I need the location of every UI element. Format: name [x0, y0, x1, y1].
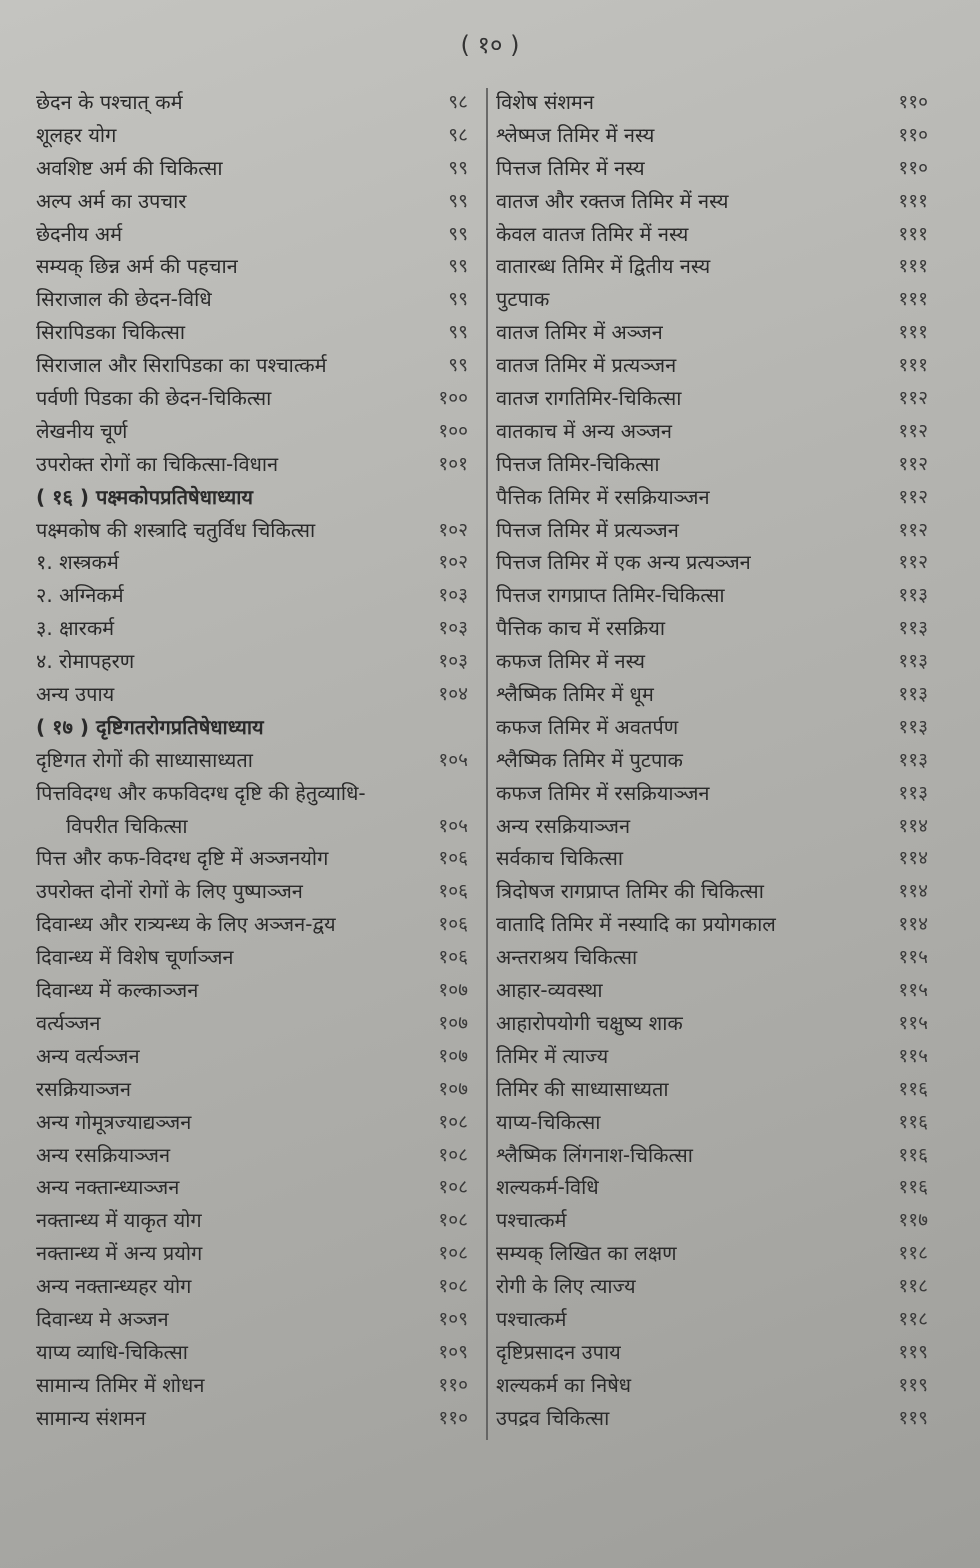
entry-page-number: १०८ — [438, 1176, 468, 1199]
entry-title: कफज तिमिर में अवतर्पण — [496, 714, 679, 739]
index-entry — [496, 316, 928, 349]
entry-page-number: ११९ — [898, 1373, 928, 1396]
chapter-title: ( १६ ) पक्ष्मकोपप्रतिषेधाध्याय — [36, 484, 253, 509]
entry-page-number: ११६ — [898, 1110, 928, 1133]
index-entry — [36, 349, 468, 382]
entry-page-number: ११३ — [898, 683, 928, 706]
entry-page-number: ११४ — [898, 814, 928, 837]
entry-title: त्रिदोषज रागप्राप्त तिमिर की चिकित्सा — [496, 879, 764, 904]
entry-title: वातारब्ध तिमिर में द्वितीय नस्य — [496, 254, 711, 279]
index-entry — [496, 908, 928, 941]
entry-title: विशेष संशमन — [496, 90, 594, 114]
entry-title: वातज रागतिमिर-चिकित्सा — [496, 386, 682, 411]
entry-page-number: ९९ — [448, 321, 468, 344]
entry-page-number: १०८ — [438, 1143, 468, 1166]
entry-title: वातज तिमिर में अञ्जन — [496, 320, 663, 345]
entry-title: सम्यक् छिन्न अर्म की पहचान — [36, 254, 238, 279]
index-entry — [36, 152, 468, 185]
index-entry — [496, 842, 928, 875]
entry-title: दृष्टिप्रसादन उपाय — [496, 1339, 621, 1364]
entry-title: सिराजाल की छेदन-विधि — [36, 287, 212, 312]
entry-title: अन्य वर्त्यञ्जन — [36, 1043, 140, 1068]
entry-title: पित्तज तिमिर में एक अन्य प्रत्यञ्जन — [496, 550, 751, 575]
index-entry — [496, 645, 928, 678]
index-entry — [36, 1106, 468, 1139]
entry-title: शल्यकर्म का निषेध — [496, 1372, 632, 1397]
entry-title: सर्वकाच चिकित्सा — [496, 846, 624, 871]
entry-page-number: १०३ — [438, 650, 468, 673]
entry-title: दिवान्ध्य मे अञ्जन — [36, 1306, 169, 1331]
index-entry — [496, 382, 928, 415]
entry-title: पुटपाक — [496, 287, 550, 312]
entry-page-number: ९९ — [448, 222, 468, 245]
entry-page-number: १११ — [898, 189, 928, 212]
index-entry — [496, 415, 928, 448]
index-entry — [36, 875, 468, 908]
entry-page-number: १०२ — [438, 518, 468, 541]
entry-page-number: ११५ — [898, 979, 928, 1002]
entry-page-number: ११६ — [898, 1143, 928, 1166]
entry-title: वातादि तिमिर में नस्यादि का प्रयोगकाल — [496, 912, 776, 937]
index-entry — [496, 86, 928, 119]
index-entry — [496, 250, 928, 283]
index-entry — [496, 185, 928, 218]
entry-title: शूलहर योग — [36, 122, 117, 147]
entry-title: २. अग्निकर्म — [36, 583, 124, 608]
entry-page-number: ११३ — [898, 617, 928, 640]
entry-title: सिरापिडका चिकित्सा — [36, 320, 186, 345]
entry-page-number: ११२ — [898, 387, 928, 410]
index-entry — [36, 612, 468, 645]
entry-title: तिमिर की साध्यासाध्यता — [496, 1076, 669, 1101]
entry-title: पश्चात्कर्म — [496, 1306, 567, 1331]
index-entry — [36, 678, 468, 711]
entry-title: श्लैष्मिक तिमिर में धूम — [496, 682, 654, 707]
index-entry — [496, 941, 928, 974]
entry-title: सामान्य संशमन — [36, 1405, 146, 1430]
entry-title: दृष्टिगत रोगों की साध्यासाध्यता — [36, 747, 253, 772]
entry-title: ३. क्षारकर्म — [36, 616, 115, 641]
entry-title: पित्तविदग्ध और कफविदग्ध दृष्टि की हेतुव्याधि- — [36, 780, 366, 805]
index-entry — [496, 974, 928, 1007]
entry-title: अल्प अर्म का उपचार — [36, 188, 187, 213]
index-entry — [36, 579, 468, 612]
index-entry — [36, 941, 468, 974]
entry-page-number: ११४ — [898, 913, 928, 936]
entry-page-number: ११० — [898, 91, 928, 113]
entry-page-number: ११७ — [898, 1209, 928, 1232]
entry-title: वातज तिमिर में प्रत्यञ्जन — [496, 353, 677, 378]
entry-page-number: ११४ — [898, 880, 928, 903]
entry-page-number: ११२ — [898, 419, 928, 442]
index-entry — [36, 1369, 468, 1402]
index-entry — [36, 86, 468, 119]
entry-title: रोगी के लिए त्याज्य — [496, 1274, 636, 1299]
entry-page-number: १०९ — [438, 1307, 468, 1330]
index-entry — [36, 415, 468, 448]
entry-title: श्लेष्मज तिमिर में नस्य — [496, 122, 655, 147]
index-entry — [36, 119, 468, 152]
entry-page-number: १०३ — [438, 617, 468, 640]
index-entry — [496, 777, 928, 810]
entry-page-number: १०६ — [438, 880, 468, 903]
index-entry — [36, 974, 468, 1007]
entry-page-number: ११५ — [898, 946, 928, 969]
index-entry — [496, 1270, 928, 1303]
index-entry — [496, 744, 928, 777]
entry-page-number: १०९ — [438, 1340, 468, 1363]
entry-page-number: ११८ — [898, 1275, 928, 1298]
entry-page-number: ११३ — [898, 715, 928, 738]
entry-title: सम्यक् लिखित का लक्षण — [496, 1241, 677, 1266]
index-entry — [496, 218, 928, 251]
entry-title: पित्तज तिमिर-चिकित्सा — [496, 451, 660, 476]
index-entry — [496, 678, 928, 711]
entry-page-number: ११३ — [898, 748, 928, 771]
index-entry — [36, 1336, 468, 1369]
index-column-left — [36, 86, 468, 1435]
index-entry — [496, 1139, 928, 1172]
entry-page-number: ११३ — [898, 650, 928, 673]
index-entry — [36, 1402, 468, 1435]
entry-page-number: ९९ — [448, 288, 468, 311]
entry-page-number: ९९ — [448, 255, 468, 278]
index-entry — [496, 1204, 928, 1237]
entry-page-number: ११३ — [898, 584, 928, 607]
chapter-heading — [36, 711, 468, 744]
entry-page-number: १०७ — [438, 1011, 468, 1034]
entry-page-number: ११८ — [898, 1307, 928, 1330]
entry-page-number: ९९ — [448, 189, 468, 212]
index-entry — [36, 1303, 468, 1336]
index-entry — [36, 1171, 468, 1204]
entry-page-number: १०८ — [438, 1242, 468, 1265]
index-entry — [496, 448, 928, 481]
entry-page-number: ११२ — [898, 485, 928, 508]
entry-title: पर्वणी पिडका की छेदन-चिकित्सा — [36, 386, 272, 411]
entry-title: तिमिर में त्याज्य — [496, 1043, 609, 1068]
index-entry — [36, 448, 468, 481]
entry-title: कफज तिमिर में रसक्रियाञ्जन — [496, 780, 710, 805]
entry-title: लेखनीय चूर्ण — [36, 418, 128, 443]
entry-title: दिवान्ध्य और रात्र्यन्ध्य के लिए अञ्जन-द्वय — [36, 912, 336, 937]
entry-page-number: १०७ — [438, 1077, 468, 1100]
index-entry — [36, 1237, 468, 1270]
index-entry — [36, 645, 468, 678]
entry-title: वर्त्यञ्जन — [36, 1010, 101, 1035]
index-entry — [496, 810, 928, 843]
index-entry — [496, 1402, 928, 1435]
entry-title: अन्तराश्रय चिकित्सा — [496, 945, 638, 970]
entry-title: श्लैष्मिक लिंगनाश-चिकित्सा — [496, 1142, 693, 1167]
index-entry — [496, 283, 928, 316]
index-entry — [36, 1139, 468, 1172]
entry-title: दिवान्ध्य में कल्काञ्जन — [36, 978, 199, 1003]
entry-title: सामान्य तिमिर में शोधन — [36, 1372, 205, 1397]
index-entry-continuation — [36, 810, 468, 843]
index-column-right — [496, 86, 928, 1435]
index-entry — [496, 1336, 928, 1369]
entry-page-number: ११० — [898, 156, 928, 179]
index-entry — [36, 250, 468, 283]
entry-page-number: १०१ — [438, 452, 468, 475]
index-entry — [496, 1369, 928, 1402]
entry-page-number: १०८ — [438, 1110, 468, 1133]
entry-title: केवल वातज तिमिर में नस्य — [496, 221, 689, 246]
chapter-heading — [36, 481, 468, 514]
index-entry — [36, 283, 468, 316]
entry-title: आहारोपयोगी चक्षुष्य शाक — [496, 1010, 683, 1035]
entry-page-number: १०४ — [438, 683, 468, 706]
entry-title: छेदन के पश्चात् कर्म — [36, 90, 183, 114]
index-entry — [36, 908, 468, 941]
entry-page-number: १०५ — [438, 748, 468, 771]
index-entry — [496, 1106, 928, 1139]
entry-title: नक्तान्ध्य में याकृत योग — [36, 1208, 202, 1233]
index-entry — [496, 1040, 928, 1073]
index-entry — [496, 612, 928, 645]
entry-page-number: १०० — [438, 387, 468, 410]
entry-title-continuation: विपरीत चिकित्सा — [66, 813, 188, 838]
entry-title: पित्तज तिमिर में प्रत्यञ्जन — [496, 517, 679, 542]
entry-title: दिवान्ध्य में विशेष चूर्णाञ्जन — [36, 945, 234, 970]
entry-title: पैत्तिक काच में रसक्रिया — [496, 616, 666, 641]
index-entry — [36, 546, 468, 579]
entry-page-number: १०० — [438, 419, 468, 442]
entry-page-number: ११८ — [898, 1242, 928, 1265]
index-entry — [36, 1204, 468, 1237]
entry-title: उपरोक्त रोगों का चिकित्सा-विधान — [36, 451, 279, 476]
entry-title: पक्ष्मकोष की शस्त्रादि चतुर्विध चिकित्सा — [36, 517, 316, 542]
index-entry — [496, 481, 928, 514]
entry-page-number: १०८ — [438, 1275, 468, 1298]
entry-title: छेदनीय अर्म — [36, 221, 123, 246]
entry-title: वातज और रक्तज तिमिर में नस्य — [496, 188, 729, 213]
index-entry — [36, 185, 468, 218]
index-entry — [496, 1237, 928, 1270]
index-entry — [36, 842, 468, 875]
entry-title: अन्य रसक्रियाञ्जन — [496, 813, 631, 838]
entry-page-number: १०२ — [438, 551, 468, 574]
entry-title: कफज तिमिर में नस्य — [496, 649, 646, 674]
entry-page-number: १११ — [898, 321, 928, 344]
entry-page-number: ११४ — [898, 847, 928, 870]
index-entry — [496, 349, 928, 382]
index-entry — [496, 514, 928, 547]
entry-page-number: ११९ — [898, 1340, 928, 1363]
entry-page-number: १०८ — [438, 1209, 468, 1232]
entry-page-number: १११ — [898, 354, 928, 377]
entry-page-number: ९९ — [448, 354, 468, 377]
page-number-header: ( १० ) — [460, 31, 520, 59]
entry-title: अन्य गोमूत्रज्याद्यञ्जन — [36, 1109, 192, 1134]
entry-title: सिराजाल और सिरापिडका का पश्चात्कर्म — [36, 353, 327, 378]
entry-title: श्लैष्मिक तिमिर में पुटपाक — [496, 747, 683, 772]
entry-title: वातकाच में अन्य अञ्जन — [496, 418, 672, 443]
entry-title: शल्यकर्म-विधि — [496, 1175, 599, 1200]
entry-page-number: ११३ — [898, 781, 928, 804]
entry-page-number: ९९ — [448, 156, 468, 179]
chapter-title: ( १७ ) दृष्टिगतरोगप्रतिषेधाध्याय — [36, 714, 264, 739]
entry-page-number: १०७ — [438, 979, 468, 1002]
entry-page-number: १०६ — [438, 946, 468, 969]
entry-title: रसक्रियाञ्जन — [36, 1076, 131, 1101]
entry-page-number: ११० — [898, 123, 928, 146]
entry-title: पित्त और कफ-विदग्ध दृष्टि में अञ्जनयोग — [36, 846, 329, 871]
entry-page-number: १११ — [898, 222, 928, 245]
index-entry — [36, 218, 468, 251]
index-entry — [496, 1303, 928, 1336]
entry-page-number: ११२ — [898, 452, 928, 475]
entry-page-number: १०५ — [438, 814, 468, 837]
entry-title: याप्य-चिकित्सा — [496, 1109, 601, 1134]
entry-title: उपरोक्त दोनों रोगों के लिए पुष्पाञ्जन — [36, 879, 303, 904]
index-entry — [496, 1171, 928, 1204]
index-entry — [36, 777, 468, 810]
entry-page-number: ११० — [438, 1406, 468, 1429]
index-entry — [36, 514, 468, 547]
column-divider — [486, 88, 488, 1440]
entry-page-number: ११६ — [898, 1176, 928, 1199]
index-entry — [496, 875, 928, 908]
entry-page-number: १११ — [898, 288, 928, 311]
index-entry — [496, 1007, 928, 1040]
entry-title: ४. रोमापहरण — [36, 649, 135, 674]
entry-title: नक्तान्ध्य में अन्य प्रयोग — [36, 1241, 203, 1266]
index-entry — [496, 711, 928, 744]
index-entry — [36, 1040, 468, 1073]
entry-page-number: ९८ — [448, 91, 468, 113]
index-entry — [496, 579, 928, 612]
entry-page-number: १११ — [898, 255, 928, 278]
index-entry — [36, 744, 468, 777]
entry-title: अन्य नक्तान्ध्याञ्जन — [36, 1175, 180, 1200]
entry-page-number: ९८ — [448, 123, 468, 146]
entry-title: अन्य नक्तान्ध्यहर योग — [36, 1274, 192, 1299]
index-entry — [36, 1007, 468, 1040]
entry-title: १. शस्त्रकर्म — [36, 550, 119, 575]
entry-title: पैत्तिक तिमिर में रसक्रियाञ्जन — [496, 484, 710, 509]
entry-title: अन्य रसक्रियाञ्जन — [36, 1142, 171, 1167]
index-entry — [36, 382, 468, 415]
entry-page-number: ११२ — [898, 518, 928, 541]
entry-page-number: १०७ — [438, 1044, 468, 1067]
entry-page-number: १०६ — [438, 847, 468, 870]
entry-page-number: १०३ — [438, 584, 468, 607]
entry-page-number: ११६ — [898, 1077, 928, 1100]
index-entry — [36, 316, 468, 349]
entry-page-number: १०६ — [438, 913, 468, 936]
index-entry — [496, 152, 928, 185]
entry-page-number: ११५ — [898, 1011, 928, 1034]
entry-title: पित्तज रागप्राप्त तिमिर-चिकित्सा — [496, 583, 725, 608]
entry-page-number: ११५ — [898, 1044, 928, 1067]
entry-page-number: ११९ — [898, 1406, 928, 1429]
index-entry — [496, 546, 928, 579]
entry-title: पश्चात्कर्म — [496, 1208, 567, 1233]
entry-title: आहार-व्यवस्था — [496, 978, 603, 1003]
index-entry — [496, 1073, 928, 1106]
entry-page-number: ११० — [438, 1373, 468, 1396]
entry-title: अवशिष्ट अर्म की चिकित्सा — [36, 155, 223, 180]
index-entry — [36, 1073, 468, 1106]
index-entry — [496, 119, 928, 152]
entry-title: अन्य उपाय — [36, 682, 115, 707]
entry-page-number: ११२ — [898, 551, 928, 574]
entry-title: याप्य व्याधि-चिकित्सा — [36, 1339, 188, 1364]
index-entry — [36, 1270, 468, 1303]
entry-title: पित्तज तिमिर में नस्य — [496, 155, 645, 180]
entry-title: उपद्रव चिकित्सा — [496, 1405, 610, 1430]
